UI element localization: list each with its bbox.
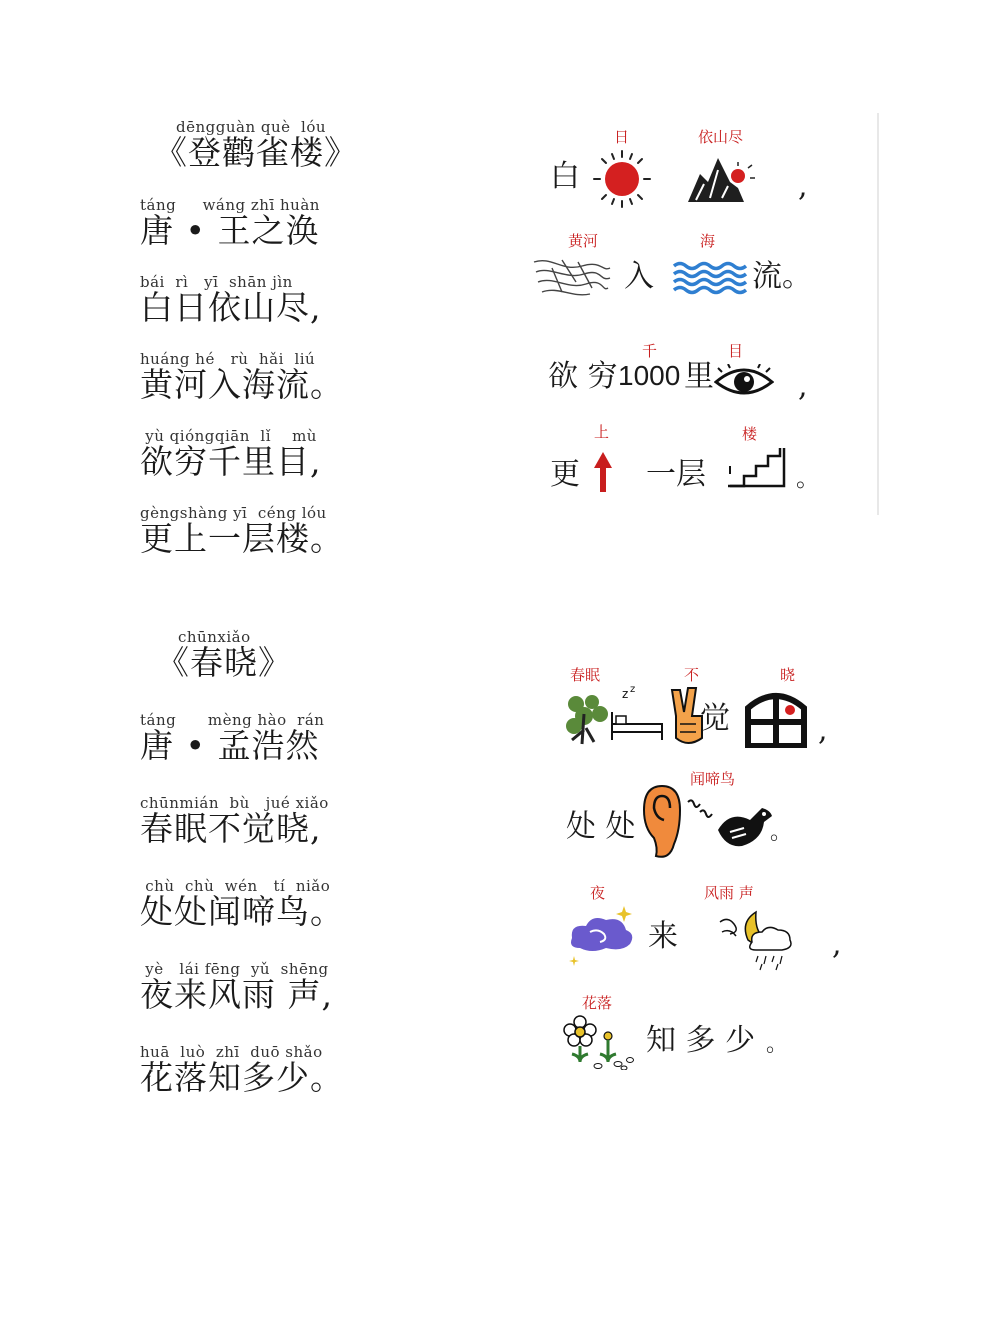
wind-rain-moon-icon <box>716 906 796 972</box>
poem2-line-4-pinyin: huā luò zhī duō shǎo <box>140 1043 323 1061</box>
poem2-title-text: 《春晓》 <box>156 643 292 682</box>
rebus2-jue: 觉 <box>700 701 730 736</box>
poem2-line-3-pinyin: yè lái fēng yǔ shēng <box>140 960 329 978</box>
night-cloud-icon <box>566 902 638 970</box>
rebus2-zhi-duo-shao: 知 多 少 <box>646 1023 756 1058</box>
poem1-line-1-pinyin: bái rì yī shān jìn <box>140 273 293 291</box>
sound-waves-icon <box>686 796 716 820</box>
tag-sea: 海 <box>700 232 716 250</box>
poem1-author-pinyin: táng wáng zhī huàn <box>140 196 320 214</box>
bird-icon <box>714 800 774 850</box>
ear-icon <box>640 784 686 860</box>
tag-not: 不 <box>684 666 700 684</box>
poem1-line-1-text: 白日依山尽, <box>140 288 322 327</box>
poem2-line-2-text: 处处闻啼鸟。 <box>140 892 344 931</box>
poem1-title-text: 《登鹳雀楼》 <box>154 133 358 172</box>
rebus1-yiceng: 一层 <box>646 457 706 492</box>
rebus1-bai: 白 <box>550 159 580 194</box>
rebus1-number: 1000 <box>618 360 681 391</box>
tag-night: 夜 <box>590 884 606 902</box>
rebus2-comma-1: , <box>818 713 828 748</box>
svg-text:z: z <box>622 687 629 701</box>
rebus1-comma-2: , <box>798 369 808 404</box>
rebus1-comma-1: , <box>798 169 808 204</box>
rebus1-liu: 流。 <box>752 259 812 294</box>
poem2-author-text: 唐 • 孟浩然 <box>140 726 320 765</box>
tag-stairs: 楼 <box>742 425 758 443</box>
rebus2-comma-2: , <box>832 927 842 962</box>
poem1-line-2-text: 黄河入海流。 <box>140 365 344 404</box>
tag-yellow-river: 黄河 <box>568 232 599 250</box>
poem2-line-2-pinyin: chù chù wén tí niǎo <box>140 877 331 895</box>
poem2-line-3-text: 夜来风雨 声, <box>140 975 333 1014</box>
rebus1-period: 。 <box>796 464 820 492</box>
poem1-title-pinyin: dēngguàn què lóu <box>176 118 327 136</box>
tag-hear-birds: 闻啼鸟 <box>690 770 736 788</box>
tag-spring-sleep: 春眠 <box>570 666 601 684</box>
poem1-line-4-pinyin: gèngshàng yī céng lóu <box>140 504 327 522</box>
tag-mountain: 依山尽 <box>698 128 744 146</box>
poem1-line-4-text: 更上一层楼。 <box>140 519 344 558</box>
rebus2-lai: 来 <box>648 919 678 954</box>
rebus1-yuqiong: 欲 穷 <box>548 359 618 394</box>
rebus2-chuchu: 处 处 <box>566 809 636 844</box>
svg-text:z: z <box>630 684 636 695</box>
sleeping-tree-bed-icon <box>562 684 668 746</box>
poem2-author-pinyin: táng mèng hào rán <box>140 711 325 729</box>
tag-wind-rain: 风雨 声 <box>704 884 754 902</box>
poem2-line-1-pinyin: chūnmián bù jué xiǎo <box>140 794 329 812</box>
tag-dawn: 晓 <box>780 666 796 684</box>
rebus1-ru: 入 <box>624 259 654 294</box>
rebus1-geng: 更 <box>550 457 580 492</box>
tag-flower-fall: 花落 <box>582 994 613 1012</box>
poem2-line-1-text: 春眠不觉晓, <box>140 809 322 848</box>
tag-eye: 目 <box>728 342 744 360</box>
poem1-line-3-pinyin: yù qióngqiān lǐ mù <box>140 427 317 445</box>
poem1-line-3-text: 欲穷千里目, <box>140 442 322 481</box>
tag-thousand: 千 <box>642 342 658 360</box>
rebus2-period-1: 。 <box>770 820 793 845</box>
rebus1-li: 里 <box>684 359 714 394</box>
fallen-flowers-icon <box>560 1012 640 1070</box>
rebus2-period-2: 。 <box>766 1032 789 1057</box>
window-sunrise-icon <box>742 690 810 748</box>
poem2-line-4-text: 花落知多少。 <box>140 1058 344 1097</box>
tag-up: 上 <box>594 423 610 441</box>
poem1-line-2-pinyin: huáng hé rù hǎi liú <box>140 350 316 368</box>
poem2-title-pinyin: chūnxiǎo <box>178 628 251 646</box>
tag-sun: 日 <box>614 128 630 146</box>
poem1-author-text: 唐 • 王之涣 <box>140 211 320 250</box>
